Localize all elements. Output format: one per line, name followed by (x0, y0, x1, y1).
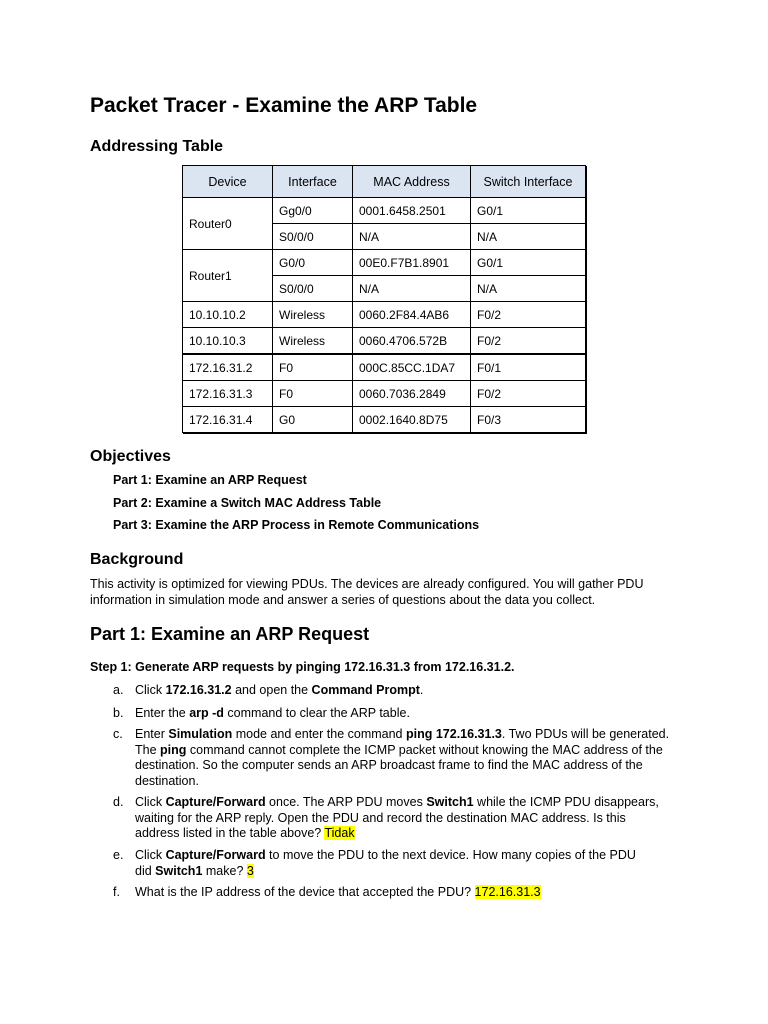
list-item-d (113, 795, 683, 842)
text-run: and open the (231, 683, 312, 697)
page-title: Packet Tracer - Examine the ARP Table (90, 94, 478, 117)
part1-heading: Part 1: Examine an ARP Request (90, 624, 370, 644)
device-cell: Router0 (183, 198, 273, 250)
text-run: did (135, 863, 156, 878)
text-run: Click (135, 848, 166, 862)
list-marker: f. (113, 885, 120, 899)
device-cell: 10.10.10.2 (183, 302, 273, 328)
mac-cell: 000C.85CC.1DA7 (353, 354, 471, 381)
switch-interface-cell: F0/1 (471, 354, 586, 381)
mac-cell: 0060.2F84.4AB6 (353, 302, 471, 328)
mac-cell: 0001.6458.2501 (353, 198, 471, 224)
text-run: while the ICMP PDU disappears, (473, 795, 659, 809)
interface-cell: F0 (273, 354, 353, 381)
text-run: to move the PDU to the next device. How many copies of the PDU (265, 848, 636, 862)
list-marker: c. (113, 727, 123, 741)
interface-cell: Wireless (273, 302, 353, 328)
continuation-line (113, 826, 683, 842)
objective-item: Part 2: Examine a Switch MAC Address Table (113, 496, 382, 510)
mac-cell: 0002.1640.8D75 (353, 407, 471, 433)
interface-cell: S0/0/0 (273, 276, 353, 302)
table-header-row (183, 166, 586, 198)
bold-run: ping 172.16.31.3 (405, 727, 502, 741)
table-row (183, 381, 586, 407)
list-marker: b. (113, 706, 124, 720)
table-row (183, 302, 586, 328)
bold-run: Command Prompt (311, 683, 420, 697)
highlighted-answer: 172.16.31.3 (474, 885, 541, 899)
bold-run: ping (160, 742, 187, 757)
interface-cell: Wireless (273, 328, 353, 355)
continuation-line: destination. So the computer sends an ARP broadcast frame to find the MAC address of the (135, 758, 643, 772)
bold-run: Capture/Forward (165, 795, 266, 809)
interface-cell: G0/0 (273, 250, 353, 276)
addressing-table (182, 165, 586, 433)
column-header: Device (183, 166, 273, 198)
list-item-c (113, 727, 683, 789)
step1-heading: Step 1: Generate ARP requests by pinging 172.16.31.3 from 172.16.31.2. (90, 660, 515, 674)
list-marker: a. (113, 683, 124, 697)
switch-interface-cell: F0/2 (471, 328, 586, 355)
column-header: Interface (273, 166, 353, 198)
highlighted-answer: 3 (246, 863, 254, 878)
device-cell: 172.16.31.3 (183, 381, 273, 407)
text-run: . Two PDUs will be generated. (501, 727, 670, 741)
text-run: Enter the (135, 706, 190, 720)
bold-run: Simulation (168, 727, 233, 741)
bold-run: 172.16.31.2 (165, 683, 232, 697)
text-run: command to clear the ARP table. (223, 706, 410, 720)
switch-interface-cell: N/A (471, 224, 586, 250)
list-item-e (113, 848, 683, 879)
continuation-line (113, 864, 683, 880)
column-header: MAC Address (353, 166, 471, 198)
background-heading: Background (90, 551, 184, 568)
device-cell: 10.10.10.3 (183, 328, 273, 355)
switch-interface-cell: N/A (471, 276, 586, 302)
table-row (183, 354, 586, 381)
table-row (183, 250, 586, 276)
continuation-line: destination. (135, 773, 199, 788)
switch-interface-cell: G0/1 (471, 198, 586, 224)
interface-cell: Gg0/0 (273, 198, 353, 224)
text-run: Click (135, 683, 166, 697)
list-item-a (113, 683, 683, 699)
bold-run: arp -d (189, 706, 224, 720)
text-run: Enter (135, 727, 169, 741)
highlighted-answer: Tidak (324, 826, 355, 840)
text-run: command cannot complete the ICMP packet without knowing the MAC address of the (186, 742, 663, 757)
text-run: Click (135, 795, 166, 809)
table-row (183, 328, 586, 355)
list-marker: e. (113, 848, 124, 862)
table-row (183, 407, 586, 433)
text-run: once. The ARP PDU moves (265, 795, 427, 809)
list-item-f (113, 885, 683, 901)
interface-cell: G0 (273, 407, 353, 433)
text-run: address listed in the table above? (135, 826, 325, 840)
mac-cell: N/A (353, 276, 471, 302)
device-cell: 172.16.31.4 (183, 407, 273, 433)
text-run: . (419, 683, 424, 697)
column-header: Switch Interface (471, 166, 586, 198)
bold-run: Switch1 (426, 795, 474, 809)
mac-cell: 00E0.F7B1.8901 (353, 250, 471, 276)
switch-interface-cell: F0/3 (471, 407, 586, 433)
table-row (183, 198, 586, 224)
list-marker: d. (113, 795, 124, 809)
switch-interface-cell: G0/1 (471, 250, 586, 276)
text-run: What is the IP address of the device that accepted the PDU? (135, 885, 475, 899)
objective-item: Part 3: Examine the ARP Process in Remote Communications (113, 518, 480, 532)
objectives-heading: Objectives (90, 448, 171, 465)
list-item-b (113, 706, 683, 722)
bold-run: Capture/Forward (165, 848, 266, 862)
bold-run: Switch1 (155, 863, 203, 878)
mac-cell: 0060.4706.572B (353, 328, 471, 355)
addressing-table-heading: Addressing Table (90, 138, 224, 155)
device-cell: 172.16.31.2 (183, 354, 273, 381)
switch-interface-cell: F0/2 (471, 302, 586, 328)
switch-interface-cell: F0/2 (471, 381, 586, 407)
mac-cell: 0060.7036.2849 (353, 381, 471, 407)
text-run: The (135, 742, 161, 757)
background-paragraph: This activity is optimized for viewing PDUs. The devices are already configured. You will gather PDU information in simulation mode and answer a series of questions about the data you collect. (90, 577, 644, 607)
mac-cell: N/A (353, 224, 471, 250)
continuation-line: waiting for the ARP reply. Open the PDU and record the destination MAC address. Is this (135, 810, 626, 825)
continuation-line (113, 743, 683, 759)
objective-item: Part 1: Examine an ARP Request (113, 473, 307, 487)
text-run: make? (202, 863, 247, 878)
interface-cell: S0/0/0 (273, 224, 353, 250)
device-cell: Router1 (183, 250, 273, 302)
text-run: mode and enter the command (232, 727, 406, 741)
interface-cell: F0 (273, 381, 353, 407)
